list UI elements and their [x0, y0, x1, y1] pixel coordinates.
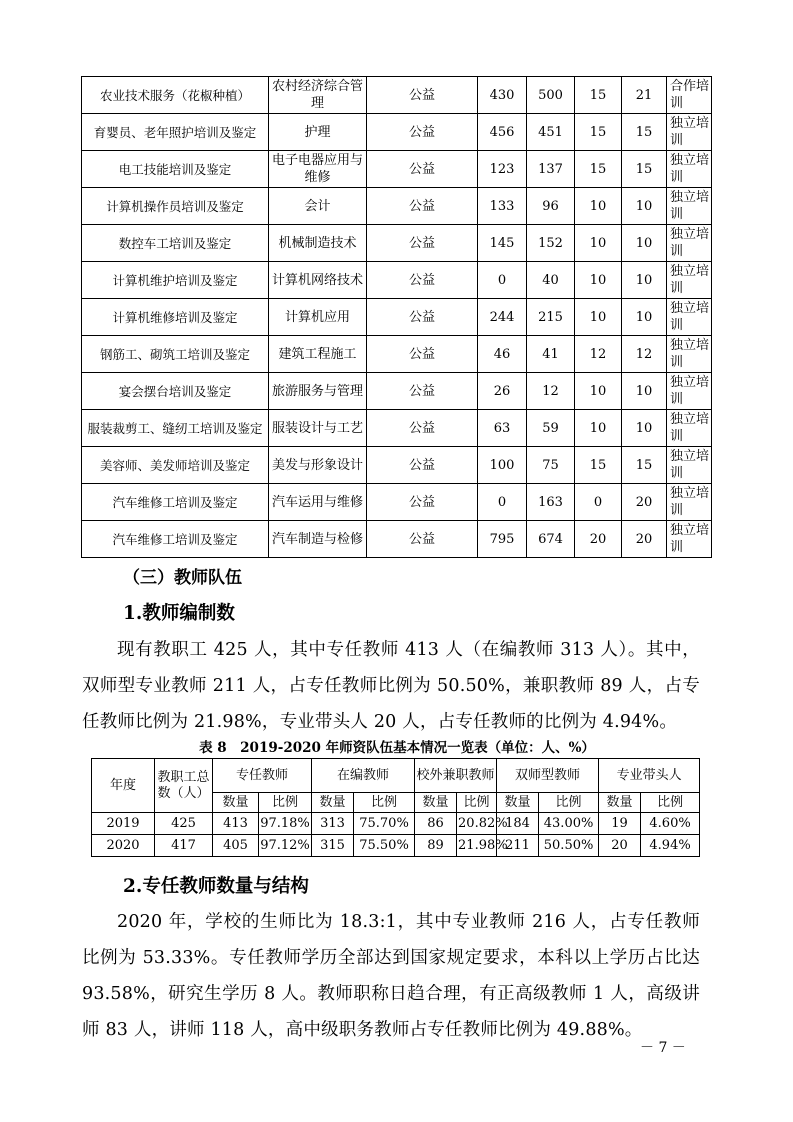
- cell-hours-2019: 15: [575, 114, 622, 151]
- subheader-count: 数量: [312, 793, 354, 813]
- cell-ld-r: 4.60%: [641, 813, 700, 835]
- cell-hours-2019: 12: [575, 336, 622, 373]
- cell-hours-2020: 10: [622, 188, 667, 225]
- cell-type: 公益: [367, 521, 478, 558]
- cell-hours-2020: 12: [622, 336, 667, 373]
- cell-type: 公益: [367, 484, 478, 521]
- table-row: [82, 373, 712, 410]
- cell-major: 汽车运用与维修: [269, 484, 367, 521]
- table-caption: 表 8 2019-2020 年师资队伍基本情况一览表（单位：人、%）: [199, 740, 595, 756]
- table-row: [82, 410, 712, 447]
- table-row: [82, 521, 712, 558]
- cell-mode: 独立培训: [667, 188, 712, 225]
- cell-project: 计算机维护培训及鉴定: [82, 262, 269, 299]
- cell-project: 计算机维修培训及鉴定: [82, 299, 269, 336]
- cell-en-n: 315: [312, 835, 354, 857]
- cell-ft-n: 405: [213, 835, 259, 857]
- cell-ld-n: 20: [599, 835, 641, 857]
- cell-major: 电子电器应用与维修: [269, 151, 367, 188]
- cell-major: 建筑工程施工: [269, 336, 367, 373]
- cell-hours-2020: 20: [622, 484, 667, 521]
- cell-hours-2019: 10: [575, 262, 622, 299]
- table-row: [82, 151, 712, 188]
- cell-count-2020: 215: [527, 299, 575, 336]
- cell-hours-2019: 10: [575, 225, 622, 262]
- cell-mode: 独立培训: [667, 262, 712, 299]
- header-leaders: 专业带头人: [599, 759, 700, 793]
- cell-count-2019: 133: [478, 188, 527, 225]
- cell-pt-n: 86: [415, 813, 457, 835]
- cell-count-2020: 137: [527, 151, 575, 188]
- cell-project: 数控车工培训及鉴定: [82, 225, 269, 262]
- cell-major: 会计: [269, 188, 367, 225]
- staff-table-body: [92, 813, 700, 857]
- cell-count-2020: 96: [527, 188, 575, 225]
- cell-type: 公益: [367, 225, 478, 262]
- table-row: [82, 77, 712, 114]
- cell-count-2019: 100: [478, 447, 527, 484]
- cell-project: 计算机操作员培训及鉴定: [82, 188, 269, 225]
- table-row: [82, 262, 712, 299]
- cell-hours-2019: 15: [575, 77, 622, 114]
- cell-type: 公益: [367, 410, 478, 447]
- cell-count-2020: 163: [527, 484, 575, 521]
- cell-count-2019: 0: [478, 484, 527, 521]
- subheading-teacher-count: 1.教师编制数: [123, 603, 235, 624]
- cell-type: 公益: [367, 77, 478, 114]
- cell-mode: 合作培训: [667, 77, 712, 114]
- cell-major: 护理: [269, 114, 367, 151]
- subheader-ratio: 比例: [259, 793, 312, 813]
- cell-hours-2019: 10: [575, 299, 622, 336]
- cell-count-2019: 123: [478, 151, 527, 188]
- cell-hours-2019: 0: [575, 484, 622, 521]
- cell-hours-2020: 15: [622, 447, 667, 484]
- cell-year: 2020: [92, 835, 155, 857]
- cell-mode: 独立培训: [667, 484, 712, 521]
- cell-count-2020: 152: [527, 225, 575, 262]
- header-parttime: 校外兼职教师: [415, 759, 497, 793]
- subheader-ratio: 比例: [539, 793, 599, 813]
- cell-hours-2020: 10: [622, 225, 667, 262]
- cell-count-2020: 500: [527, 77, 575, 114]
- cell-project: 汽车维修工培训及鉴定: [82, 521, 269, 558]
- header-dual: 双师型教师: [497, 759, 599, 793]
- cell-pt-n: 89: [415, 835, 457, 857]
- cell-count-2020: 59: [527, 410, 575, 447]
- cell-major: 旅游服务与管理: [269, 373, 367, 410]
- cell-ft-r: 97.12%: [259, 835, 312, 857]
- cell-count-2019: 244: [478, 299, 527, 336]
- table-row: [82, 336, 712, 373]
- cell-hours-2020: 21: [622, 77, 667, 114]
- training-table: [81, 76, 712, 558]
- subheader-ratio: 比例: [641, 793, 700, 813]
- cell-count-2020: 12: [527, 373, 575, 410]
- staff-table-header-row: [92, 759, 700, 793]
- cell-hours-2020: 20: [622, 521, 667, 558]
- cell-project: 宴会摆台培训及鉴定: [82, 373, 269, 410]
- table-row: [92, 835, 700, 857]
- cell-total: 425: [155, 813, 213, 835]
- cell-project: 美容师、美发师培训及鉴定: [82, 447, 269, 484]
- cell-ld-r: 4.94%: [641, 835, 700, 857]
- cell-ft-r: 97.18%: [259, 813, 312, 835]
- page-number: － 7 －: [640, 1040, 686, 1056]
- cell-du-r: 43.00%: [539, 813, 599, 835]
- cell-count-2020: 40: [527, 262, 575, 299]
- header-fulltime: 专任教师: [213, 759, 312, 793]
- cell-mode: 独立培训: [667, 410, 712, 447]
- subheader-count: 数量: [213, 793, 259, 813]
- table-row: [82, 484, 712, 521]
- cell-count-2020: 75: [527, 447, 575, 484]
- table-row: [82, 188, 712, 225]
- cell-hours-2020: 10: [622, 299, 667, 336]
- cell-hours-2020: 15: [622, 114, 667, 151]
- table-row: [92, 813, 700, 835]
- cell-hours-2020: 10: [622, 373, 667, 410]
- cell-count-2019: 145: [478, 225, 527, 262]
- cell-total: 417: [155, 835, 213, 857]
- cell-mode: 独立培训: [667, 336, 712, 373]
- cell-hours-2019: 20: [575, 521, 622, 558]
- cell-mode: 独立培训: [667, 225, 712, 262]
- cell-hours-2019: 10: [575, 410, 622, 447]
- cell-du-r: 50.50%: [539, 835, 599, 857]
- cell-hours-2019: 10: [575, 188, 622, 225]
- cell-pt-r: 21.98%: [457, 835, 497, 857]
- cell-project: 电工技能培训及鉴定: [82, 151, 269, 188]
- cell-count-2019: 0: [478, 262, 527, 299]
- cell-mode: 独立培训: [667, 151, 712, 188]
- cell-en-n: 313: [312, 813, 354, 835]
- cell-hours-2019: 10: [575, 373, 622, 410]
- paragraph-teacher-count: 现有教职工 425 人，其中专任教师 413 人（在编教师 313 人）。其中，双师型专业教师 211 人，占专任教师比例为 50.50%，兼职教师 89 人，占专任教师比例为 21.98%，专业带头人 20 人，占专任教师的比例为 4.94%。: [82, 640, 700, 732]
- cell-count-2019: 456: [478, 114, 527, 151]
- cell-type: 公益: [367, 299, 478, 336]
- cell-en-r: 75.70%: [354, 813, 415, 835]
- cell-count-2019: 795: [478, 521, 527, 558]
- table-row: [82, 114, 712, 151]
- cell-count-2019: 63: [478, 410, 527, 447]
- cell-en-r: 75.50%: [354, 835, 415, 857]
- cell-mode: 独立培训: [667, 114, 712, 151]
- header-year: 年度: [92, 759, 155, 813]
- cell-count-2020: 41: [527, 336, 575, 373]
- table-row: [82, 299, 712, 336]
- subheading-teacher-structure: 2.专任教师数量与结构: [123, 876, 309, 897]
- cell-mode: 独立培训: [667, 447, 712, 484]
- subheader-count: 数量: [599, 793, 641, 813]
- cell-count-2019: 26: [478, 373, 527, 410]
- cell-type: 公益: [367, 188, 478, 225]
- cell-major: 农村经济综合管理: [269, 77, 367, 114]
- cell-mode: 独立培训: [667, 373, 712, 410]
- table-row: [82, 447, 712, 484]
- table-row: [82, 225, 712, 262]
- subheader-ratio: 比例: [457, 793, 497, 813]
- cell-type: 公益: [367, 151, 478, 188]
- cell-type: 公益: [367, 114, 478, 151]
- cell-count-2019: 430: [478, 77, 527, 114]
- cell-type: 公益: [367, 447, 478, 484]
- cell-count-2019: 46: [478, 336, 527, 373]
- cell-pt-r: 20.82%: [457, 813, 497, 835]
- paragraph-teacher-structure: 2020 年，学校的生师比为 18.3:1，其中专业教师 216 人，占专任教师比例为 53.33%。专任教师学历全部达到国家规定要求，本科以上学历占比达 93.58%，研究生学历 8 人。教师职称日趋合理，有正高级教师 1 人，高级讲师 83 人，讲师 118 人，高中级职务教师占专任教师比例为 49.88%。: [82, 912, 700, 1040]
- cell-type: 公益: [367, 336, 478, 373]
- cell-du-n: 211: [497, 835, 539, 857]
- cell-ld-n: 19: [599, 813, 641, 835]
- cell-hours-2019: 15: [575, 151, 622, 188]
- cell-hours-2019: 15: [575, 447, 622, 484]
- cell-major: 服装设计与工艺: [269, 410, 367, 447]
- subheader-ratio: 比例: [354, 793, 415, 813]
- cell-project: 汽车维修工培训及鉴定: [82, 484, 269, 521]
- cell-major: 美发与形象设计: [269, 447, 367, 484]
- header-staff-total: 教职工总数（人）: [155, 759, 213, 813]
- section-heading: （三）教师队伍: [123, 568, 242, 588]
- cell-hours-2020: 10: [622, 410, 667, 447]
- cell-hours-2020: 15: [622, 151, 667, 188]
- cell-count-2020: 451: [527, 114, 575, 151]
- cell-project: 服装裁剪工、缝纫工培训及鉴定: [82, 410, 269, 447]
- cell-count-2020: 674: [527, 521, 575, 558]
- cell-ft-n: 413: [213, 813, 259, 835]
- cell-major: 计算机应用: [269, 299, 367, 336]
- cell-year: 2019: [92, 813, 155, 835]
- cell-du-n: 184: [497, 813, 539, 835]
- cell-project: 育婴员、老年照护培训及鉴定: [82, 114, 269, 151]
- cell-mode: 独立培训: [667, 299, 712, 336]
- cell-major: 机械制造技术: [269, 225, 367, 262]
- cell-type: 公益: [367, 262, 478, 299]
- training-table-body: [82, 77, 712, 558]
- cell-project: 钢筋工、砌筑工培训及鉴定: [82, 336, 269, 373]
- cell-major: 汽车制造与检修: [269, 521, 367, 558]
- subheader-count: 数量: [497, 793, 539, 813]
- cell-type: 公益: [367, 373, 478, 410]
- cell-mode: 独立培训: [667, 521, 712, 558]
- cell-major: 计算机网络技术: [269, 262, 367, 299]
- staff-table: [91, 758, 700, 857]
- header-enrolled: 在编教师: [312, 759, 415, 793]
- cell-hours-2020: 10: [622, 262, 667, 299]
- cell-project: 农业技术服务（花椒种植）: [82, 77, 269, 114]
- subheader-count: 数量: [415, 793, 457, 813]
